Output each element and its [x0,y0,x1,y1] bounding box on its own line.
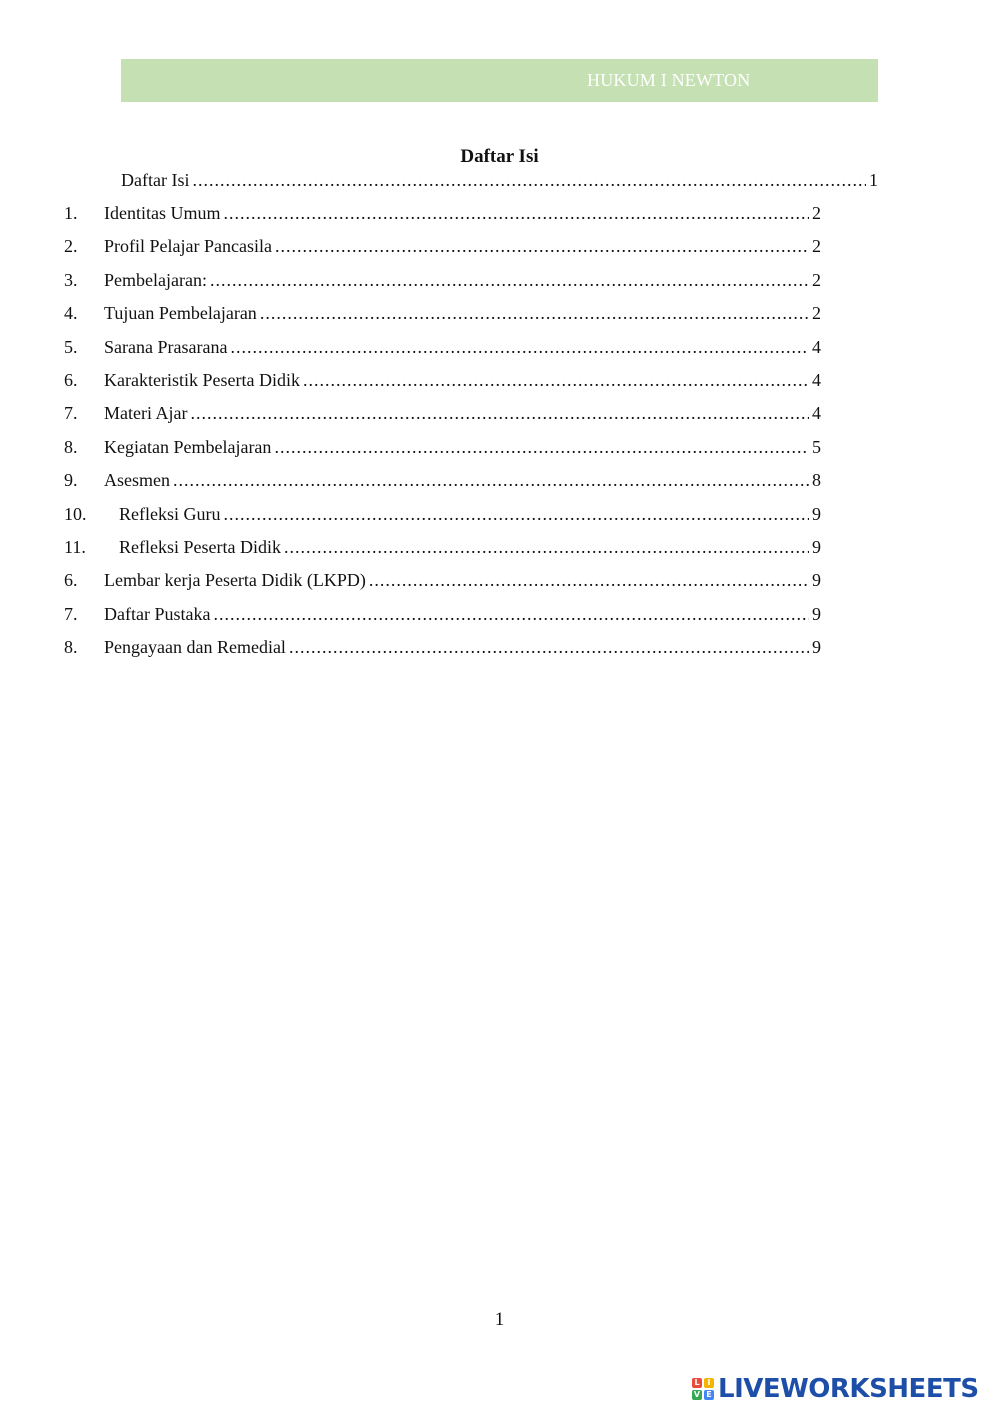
toc-entry-label: Refleksi Peserta Didik [119,537,281,557]
toc-entry-label: Identitas Umum [104,203,221,223]
toc-entry[interactable] [64,604,821,626]
toc-leader-dots [289,637,809,658]
toc-entry-page: 2 [812,270,821,290]
toc-entry[interactable] [64,303,821,325]
header-band [121,59,878,102]
toc-entry-page: 5 [812,437,821,457]
toc-leader-dots [275,236,809,257]
toc-entry-label: Refleksi Guru [119,504,221,524]
toc-entry-number: 5. [64,337,78,357]
toc-entry-number: 1. [64,203,78,223]
toc-entry[interactable] [64,403,821,425]
toc-leader-dots [223,504,809,525]
toc-entry-label: Sarana Prasarana [104,337,228,357]
toc-entry-page: 9 [812,537,821,557]
toc-entry-number: 3. [64,270,78,290]
toc-leader-dots [303,370,809,391]
logo-letter: V [693,1390,701,1399]
toc-leader-dots [230,337,809,358]
toc-entry-number: 7. [64,403,78,423]
toc-leader-dots [274,437,809,458]
toc-leader-dots [260,303,809,324]
toc-entry-number: 10. [64,504,87,524]
logo-letter: E [704,1390,714,1400]
toc-leader-dots [223,203,809,224]
toc-leader-dots [190,403,809,424]
toc-entry-page: 4 [812,337,821,357]
toc-leader-dots [210,270,809,291]
page-number: 1 [494,1309,505,1330]
toc-entry[interactable] [64,236,821,258]
toc-heading: Daftar Isi [460,146,539,167]
logo-letter: L [692,1378,702,1388]
toc-entry[interactable] [64,570,821,592]
toc-entry[interactable] [64,270,821,292]
toc-entry-page: 9 [812,604,821,624]
toc-entry-page: 9 [812,504,821,524]
toc-entry-number: 9. [64,470,78,490]
toc-entry[interactable] [64,437,821,459]
toc-entry-number: 8. [64,637,78,657]
toc-entry-number: 11. [64,537,86,557]
toc-entry[interactable] [64,637,821,659]
toc-entry-page: 4 [812,403,821,423]
toc-entry-label: Pembelajaran: [104,270,207,290]
toc-entry-page: 1 [869,170,878,190]
toc-leader-dots [173,470,809,491]
toc-leader-dots [192,170,866,191]
toc-entry-label: Pengayaan dan Remedial [104,637,286,657]
toc-entry[interactable] [64,504,821,526]
toc-entry-number: 6. [64,370,78,390]
toc-leader-dots [369,570,809,591]
toc-entry[interactable] [64,537,821,559]
toc-entry-label: Profil Pelajar Pancasila [104,236,272,256]
toc-entry-label: Materi Ajar [104,403,188,423]
toc-entry-page: 9 [812,570,821,590]
toc-entry-label: Daftar Isi [121,170,190,190]
liveworksheets-logo-text: LIVEWORKSHEETS [718,1374,979,1404]
toc-entry-label: Daftar Pustaka [104,604,211,624]
toc-entry-label: Asesmen [104,470,170,490]
toc-entry-number: 4. [64,303,78,323]
toc-leader-dots [213,604,809,625]
toc-entry-number: 7. [64,604,78,624]
toc-entry-label: Lembar kerja Peserta Didik (LKPD) [104,570,366,590]
toc-entry-number: 6. [64,570,78,590]
toc-leader-dots [284,537,809,558]
toc-entry-page: 2 [812,236,821,256]
toc-entry[interactable] [64,470,821,492]
toc-entry-label: Karakteristik Peserta Didik [104,370,300,390]
toc-entry-daftar-isi[interactable] [121,170,878,192]
toc-entry-page: 9 [812,637,821,657]
toc-entry-number: 8. [64,437,78,457]
toc-entry-label: Tujuan Pembelajaran [104,303,257,323]
toc-entry-page: 4 [812,370,821,390]
toc-entry-number: 2. [64,236,78,256]
liveworksheets-logo[interactable] [692,1374,979,1404]
header-title: HUKUM I NEWTON [587,70,751,90]
toc-entry[interactable] [64,370,821,392]
toc-entry-page: 2 [812,303,821,323]
toc-entry[interactable] [64,337,821,359]
toc-entry-label: Kegiatan Pembelajaran [104,437,272,457]
liveworksheets-logo-icon [692,1378,714,1400]
toc-entry-page: 8 [812,470,821,490]
logo-letter: I [704,1378,714,1388]
toc-entry[interactable] [64,203,821,225]
toc-entry-page: 2 [812,203,821,223]
